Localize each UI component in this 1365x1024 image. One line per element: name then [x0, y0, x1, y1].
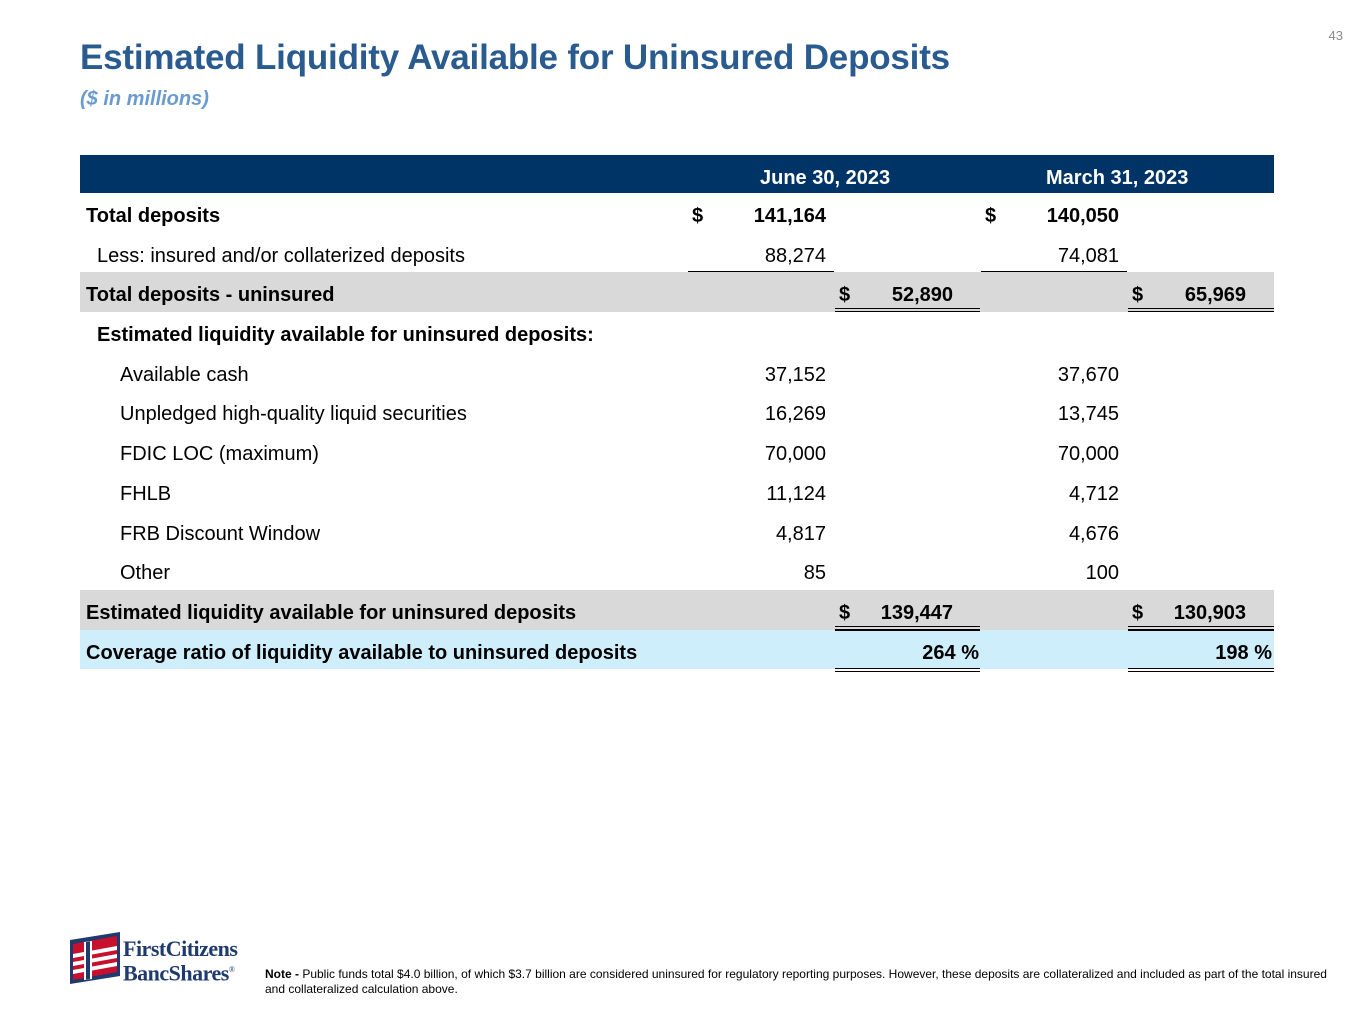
- value-march: 198 %: [1215, 641, 1272, 664]
- currency-symbol: $: [839, 601, 851, 624]
- page-subtitle: ($ in millions): [80, 88, 209, 110]
- table-row: [80, 431, 1274, 471]
- row-label: Total deposits - uninsured: [86, 284, 335, 307]
- value-march: 13,745: [1057, 403, 1119, 426]
- logo-line-2: BancShares®: [123, 960, 235, 986]
- table-row: [80, 312, 1274, 352]
- table-row: [80, 511, 1274, 551]
- table-row: [80, 471, 1274, 511]
- value-june: 141,164: [753, 205, 826, 227]
- table-header: [80, 155, 1274, 193]
- value-march: 130,903: [1173, 601, 1246, 624]
- note-label: Note -: [265, 967, 299, 981]
- value-march: 100: [1085, 562, 1119, 585]
- company-logo: [70, 932, 260, 988]
- ratio-top-rule: [835, 630, 980, 631]
- value-june: 37,152: [764, 363, 826, 386]
- currency-symbol: $: [692, 205, 704, 227]
- row-label: Coverage ratio of liquidity available to uninsured deposits: [86, 641, 638, 664]
- table-row: [80, 272, 1274, 312]
- value-march: 65,969: [1184, 284, 1246, 307]
- row-label: FHLB: [120, 482, 172, 505]
- row-label: Available cash: [120, 363, 249, 386]
- value-march: 140,050: [1046, 205, 1119, 227]
- value-june: 85: [803, 562, 826, 585]
- table-row: [80, 550, 1274, 590]
- row-label: Total deposits: [86, 205, 221, 227]
- logo-line-1: FirstCitizens: [123, 936, 238, 961]
- value-march: 4,712: [1068, 482, 1119, 505]
- table-row: [80, 630, 1274, 670]
- header-june-2023: June 30, 2023: [760, 167, 891, 189]
- total-double-rule: [1128, 668, 1274, 672]
- page-title: Estimated Liquidity Available for Uninsured Deposits: [80, 38, 950, 77]
- row-label: Less: insured and/or collaterized deposits: [97, 244, 465, 267]
- table-row: [80, 590, 1274, 630]
- flag-logo-icon: [70, 932, 120, 984]
- value-june: 70,000: [764, 443, 826, 466]
- value-june: 52,890: [891, 284, 953, 307]
- value-june: 139,447: [880, 601, 953, 624]
- page-number: 43: [1328, 28, 1343, 43]
- currency-symbol: $: [985, 205, 997, 227]
- value-june: 4,817: [775, 522, 826, 545]
- row-label: FDIC LOC (maximum): [120, 443, 319, 466]
- header-march-2023: March 31, 2023: [1046, 167, 1189, 189]
- currency-symbol: $: [1132, 284, 1144, 307]
- table-row: [80, 391, 1274, 431]
- row-label: Estimated liquidity available for uninsured deposits: [86, 601, 577, 624]
- ratio-top-rule: [1128, 630, 1274, 631]
- value-march: 70,000: [1057, 443, 1119, 466]
- value-june: 11,124: [766, 482, 826, 505]
- currency-symbol: $: [839, 284, 851, 307]
- registered-mark: ®: [228, 965, 235, 974]
- row-label: FRB Discount Window: [120, 522, 321, 545]
- value-march: 4,676: [1068, 522, 1119, 545]
- note-text: Public funds total $4.0 billion, of which $3.7 billion are considered uninsured for regulatory reporting purposes. However, these deposits are collateralized and included as part of the total insured and collateralized calculation above.: [265, 967, 1327, 996]
- liquidity-table: [80, 155, 1274, 669]
- currency-symbol: $: [1132, 601, 1144, 624]
- section-heading: Estimated liquidity available for uninsured deposits:: [97, 324, 594, 347]
- value-june: 88,274: [764, 244, 826, 267]
- row-label: Unpledged high-quality liquid securities: [120, 403, 467, 426]
- value-march: 74,081: [1057, 244, 1119, 267]
- row-label: Other: [120, 562, 171, 585]
- table-row: [80, 193, 1274, 233]
- footnote: [265, 967, 1340, 997]
- table-row: [80, 352, 1274, 392]
- table-row: [80, 233, 1274, 273]
- value-june: 16,269: [764, 403, 826, 426]
- value-march: 37,670: [1057, 363, 1119, 386]
- total-double-rule: [835, 668, 980, 672]
- value-june: 264 %: [922, 641, 979, 664]
- logo-wordmark: [123, 936, 238, 986]
